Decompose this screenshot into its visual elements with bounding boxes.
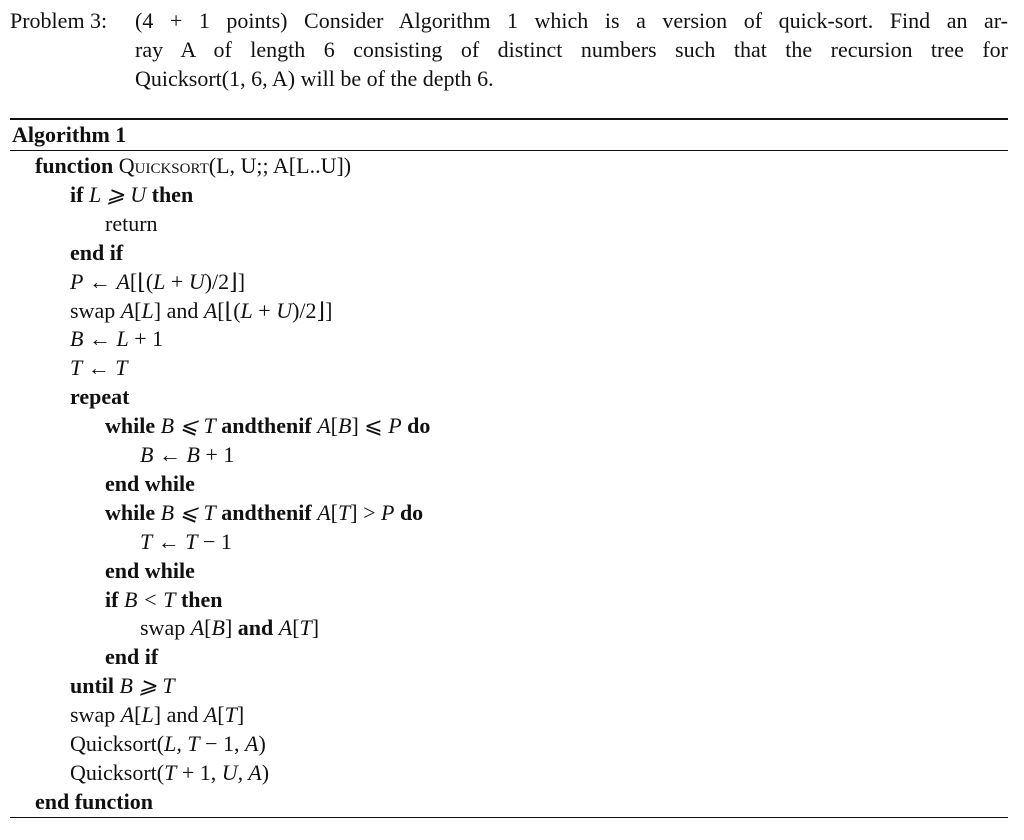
algorithm-token: )	[258, 731, 266, 756]
algorithm-token: while	[105, 499, 161, 525]
algorithm-token: ←	[83, 326, 117, 352]
algorithm-token: A	[203, 297, 218, 323]
algorithm-top-rule	[10, 118, 1008, 120]
algorithm-token: ]	[236, 702, 245, 728]
algorithm-token: (L, U;; A[L..U])	[208, 153, 352, 178]
algorithm-token: L	[153, 268, 166, 294]
problem-statement	[10, 6, 1008, 93]
algorithm-token: +	[252, 297, 277, 323]
algorithm-token: andthenif	[215, 413, 318, 439]
problem-label: Problem 3:	[10, 8, 108, 33]
algorithm-line	[70, 382, 129, 411]
algorithm-token: T	[140, 528, 153, 554]
algorithm-token: U	[188, 268, 205, 294]
algorithm-token: [	[330, 413, 338, 439]
algorithm-token: + 1	[199, 442, 235, 467]
algorithm-token: )/2⌋]	[292, 297, 333, 323]
algorithm-token: A	[317, 413, 331, 439]
algorithm-token: do	[401, 413, 431, 439]
algorithm-token: ←	[83, 268, 117, 294]
algorithm-token: P	[70, 268, 84, 294]
algorithm-token: P	[380, 499, 395, 525]
algorithm-token: while	[105, 413, 161, 439]
algorithm-token: ←	[152, 528, 186, 554]
algorithm-token: then	[146, 181, 194, 207]
algorithm-token: − 1	[197, 528, 232, 554]
algorithm-token: T	[185, 528, 198, 554]
algorithm-token: swap	[70, 702, 121, 728]
algorithm-token: + 1,	[176, 759, 222, 785]
algorithm-line	[70, 238, 123, 267]
algorithm-token: T	[115, 355, 128, 381]
algorithm-token: [	[330, 499, 338, 525]
algorithm-token: ] >	[350, 499, 381, 525]
algorithm-token: if	[105, 586, 124, 612]
algorithm-token: A	[278, 615, 293, 641]
algorithm-token: repeat	[70, 384, 130, 410]
algorithm-token: ]	[224, 615, 233, 641]
algorithm-token: [⌊(	[129, 268, 154, 294]
algorithm-line	[70, 729, 266, 758]
algorithm-line	[140, 613, 319, 642]
algorithm-line	[70, 353, 128, 382]
algorithm-token: ] ⩽	[351, 413, 389, 439]
algorithm-token: end while	[105, 470, 195, 496]
algorithm-token: A	[120, 702, 135, 728]
algorithm-token: swap	[140, 615, 191, 641]
algorithm-token: ] and	[153, 702, 204, 728]
algorithm-token: L, T	[164, 731, 200, 756]
algorithm-line	[70, 267, 245, 296]
algorithm-token: L	[240, 297, 253, 323]
algorithm-token: T	[70, 355, 83, 381]
algorithm-token: B	[70, 326, 84, 352]
algorithm-token: + 1	[128, 326, 164, 352]
problem-body	[135, 6, 1008, 93]
problem-line: Quicksort(1, 6, A) will be of the depth 6.	[135, 66, 494, 91]
algorithm-token: )/2⌋]	[204, 268, 246, 294]
algorithm-token: A	[120, 297, 135, 323]
algorithm-token: andthenif	[215, 499, 318, 525]
algorithm-token: [	[134, 297, 142, 323]
algorithm-token: T	[224, 702, 237, 728]
algorithm-token: T	[338, 499, 351, 525]
algorithm-token: [	[134, 702, 142, 728]
algorithm-token: return	[105, 210, 158, 236]
algorithm-token: [	[204, 615, 212, 641]
algorithm-token: P	[388, 413, 402, 439]
algorithm-line	[140, 440, 234, 469]
algorithm-token: function	[35, 153, 119, 178]
algorithm-token: ] and	[153, 297, 204, 323]
algorithm-line	[70, 324, 163, 353]
algorithm-token: B	[338, 413, 352, 439]
algorithm-line	[70, 700, 244, 729]
algorithm-line	[105, 209, 158, 238]
algorithm-token: then	[175, 586, 223, 612]
algorithm-token: B	[140, 442, 154, 467]
algorithm-token: Quicksort(	[70, 759, 165, 785]
algorithm-token: Quicksort	[118, 153, 209, 178]
algorithm-token: [	[217, 702, 225, 728]
algorithm-token: U	[276, 297, 293, 323]
algorithm-token: A	[317, 499, 331, 525]
algorithm-token: )	[261, 759, 270, 785]
algorithm-token: swap	[70, 297, 121, 323]
problem-line: (4 + 1 points) Consider Algorithm 1 which is a version of quick-sort. Find an ar-	[135, 8, 1008, 33]
algorithm-line	[70, 296, 332, 325]
algorithm-line	[105, 498, 423, 527]
algorithm-token: ]	[311, 615, 320, 641]
algorithm-token: end while	[105, 557, 195, 583]
algorithm-token: B	[211, 615, 225, 641]
algorithm-token: T	[164, 759, 177, 785]
algorithm-token: B ⩾ T	[119, 673, 175, 699]
algorithm-line	[105, 469, 195, 498]
algorithm-line	[35, 787, 153, 816]
algorithm-line	[35, 151, 351, 180]
algorithm-token: end if	[70, 239, 124, 265]
algorithm-token: L	[116, 326, 129, 352]
algorithm-token: ←	[153, 442, 187, 467]
algorithm-token: if	[70, 181, 89, 207]
algorithm-token: [	[292, 615, 300, 641]
algorithm-token: L ⩾ U	[88, 181, 147, 207]
algorithm-line	[105, 585, 223, 614]
algorithm-line	[105, 411, 430, 440]
algorithm-line	[70, 180, 193, 209]
algorithm-token: A	[190, 615, 205, 641]
algorithm-token: do	[394, 499, 424, 525]
algorithm-line	[70, 758, 269, 787]
algorithm-token: B	[186, 442, 200, 467]
algorithm-token: until	[70, 673, 120, 699]
algorithm-token: B < T	[123, 586, 176, 612]
algorithm-line	[70, 671, 175, 700]
algorithm-token: B ⩽ T	[160, 413, 216, 439]
algorithm-token: ←	[82, 355, 116, 381]
algorithm-token: T	[299, 615, 312, 641]
algorithm-token: A	[116, 268, 130, 294]
algorithm-line	[105, 556, 195, 585]
algorithm-title: Algorithm 1	[12, 122, 127, 147]
algorithm-line	[140, 527, 232, 556]
algorithm-token: L	[141, 297, 154, 323]
algorithm-token: and	[232, 615, 279, 641]
algorithm-bottom-rule	[10, 817, 1008, 818]
algorithm-token: U, A	[221, 759, 262, 785]
algorithm-token: − 1,	[199, 731, 245, 756]
problem-line: ray A of length 6 consisting of distinct numbers such that the recursion tree for	[135, 37, 1008, 62]
algorithm-token: [⌊(	[217, 297, 241, 323]
algorithm-token: A	[245, 731, 259, 756]
algorithm-token: A	[203, 702, 218, 728]
algorithm-line	[105, 642, 158, 671]
algorithm-token: end if	[105, 644, 159, 670]
algorithm-token: B ⩽ T	[160, 499, 216, 525]
algorithm-token: end function	[35, 788, 153, 814]
algorithm-token: Quicksort(	[70, 731, 165, 756]
algorithm-token: L	[141, 702, 154, 728]
algorithm-token: +	[165, 268, 189, 294]
